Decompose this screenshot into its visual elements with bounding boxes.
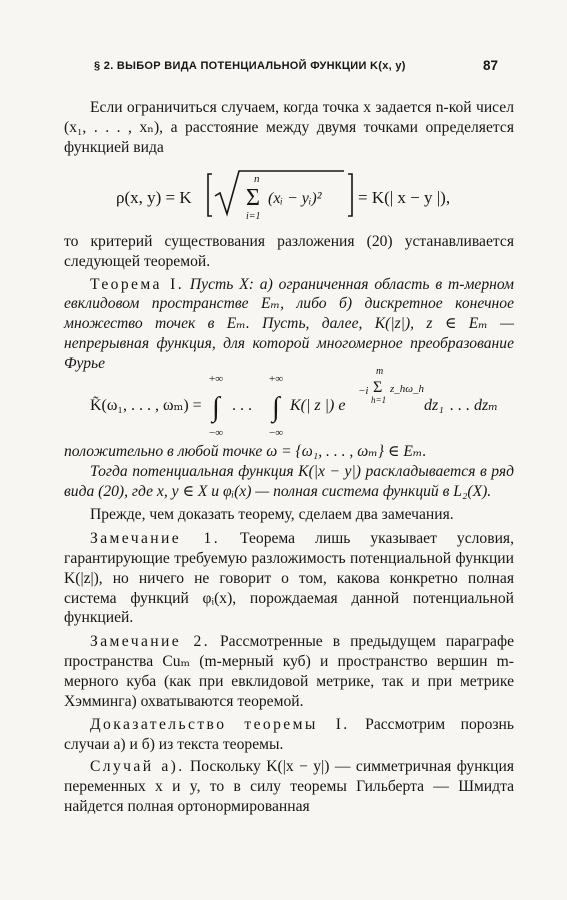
proof-label: Доказательство теоремы I. bbox=[90, 716, 350, 734]
integral-sign-1: ∫ bbox=[212, 392, 220, 423]
sum-sign: Σ bbox=[246, 185, 260, 211]
sum-upper-index: n bbox=[254, 173, 260, 185]
theorem-1 bbox=[64, 275, 514, 374]
remark-1-text: Теорема лишь указывает условия, гарантирующие требуемую разложимость потенциальной функции K(|z|), но ничего не говорит о том, какова конкретно полная система функций φᵢ(x), порождаемая данной потенциальной функцией. bbox=[64, 530, 514, 627]
section-title: § 2. ВЫБОР ВИДА ПОТЕНЦИАЛЬНОЙ ФУНКЦИИ K(x, y) bbox=[94, 60, 406, 72]
page-number: 87 bbox=[482, 58, 498, 73]
paragraph-body bbox=[64, 442, 514, 816]
integral-upper-limit-2: +∞ bbox=[269, 373, 284, 385]
remark-1-label: Замечание 1. bbox=[90, 530, 221, 548]
paragraph-5: Прежде, чем доказать теорему, сделаем два замечания. bbox=[90, 506, 454, 524]
sum-lower-index: i=1 bbox=[246, 211, 261, 222]
case-a bbox=[64, 757, 514, 816]
formula-distance bbox=[116, 160, 496, 226]
paragraph-3: положительно в любой точке ω = {ω₁, . . . , ωₘ} ∈ Eₘ. bbox=[64, 443, 427, 460]
formula-distance-lhs: ρ(x, y) = K bbox=[116, 188, 192, 207]
theorem-text: Пусть X: а) ограниченная область в m-мерном евклидовом пространстве Eₘ, либо б) дискретное конечное множество точек в Eₘ. Пусть, далее, K(|z|), z ∈ Eₘ — непрерывная функция, для которой многомерное преобразование Фурье bbox=[64, 275, 515, 372]
integrand: K(| z |) e bbox=[290, 397, 346, 414]
paragraph-4: Тогда потенциальная функция K(|x − y|) раскладывается в ряд вида (20), где x, y ∈ X и φᵢ(x) — полная система функций в L₂(X). bbox=[64, 462, 514, 500]
paragraph-criterion bbox=[64, 232, 514, 374]
proof bbox=[64, 715, 514, 755]
formula-fourier-lhs: K̃(ω₁, . . . , ωₘ) = bbox=[90, 397, 202, 414]
paragraph-1: Если ограничиться случаем, когда точка x задается n-кой чисел (x₁, . . . , xₙ), а расстояние между двумя точками определяется функцией вида bbox=[64, 99, 514, 156]
integral-sign-2: ∫ bbox=[272, 392, 280, 423]
integral-lower-limit-1: −∞ bbox=[209, 427, 224, 439]
exponent-sum-upper: m bbox=[376, 366, 384, 377]
left-bracket bbox=[208, 174, 212, 216]
proof-text: Рассмотрим порознь случаи а) и б) из текста теоремы. bbox=[64, 716, 514, 754]
exponent-sum-lower: h=1 bbox=[371, 395, 387, 405]
formula-distance-rhs: = K(| x − y |), bbox=[358, 188, 451, 207]
exponent-term: z_hω_h bbox=[390, 383, 425, 395]
exponent-sum-sign: Σ bbox=[373, 379, 383, 396]
remark-2 bbox=[64, 632, 514, 711]
differential-1: dz₁ bbox=[424, 397, 444, 414]
remark-2-text: Рассмотренные в предыдущем параграфе пространства Cuₘ (m-мерный куб) и пространство вершин m-мерного куба (как при евклидовой метрике, так и при метрике Хэмминга) охватываются теоремой. bbox=[64, 633, 514, 710]
remark-1 bbox=[64, 529, 514, 628]
remark-2-label: Замечание 2. bbox=[90, 633, 211, 651]
integral-upper-limit-1: +∞ bbox=[209, 373, 224, 385]
case-a-label: Случай а). bbox=[90, 757, 185, 775]
integral-dots: . . . bbox=[232, 397, 252, 414]
integral-lower-limit-2: −∞ bbox=[269, 427, 284, 439]
running-header bbox=[94, 58, 498, 80]
differential-rest: . . . dzₘ bbox=[450, 397, 499, 414]
theorem-label: Теорема I. bbox=[90, 275, 185, 293]
paragraph-intro bbox=[64, 98, 514, 157]
case-a-text: Поскольку K(|x − y|) — симметричная функция переменных x и y, то в силу теоремы Гильберта — Шмидта найдется полная ортонормированная bbox=[64, 757, 515, 815]
sum-summand: (xᵢ − yᵢ)² bbox=[268, 190, 322, 207]
right-bracket bbox=[348, 174, 352, 216]
formula-fourier bbox=[90, 364, 522, 440]
paragraph-2: то критерий существования разложения (20) устанавливается следующей теоремой. bbox=[64, 233, 514, 270]
exponent-prefix: −i bbox=[358, 385, 369, 397]
